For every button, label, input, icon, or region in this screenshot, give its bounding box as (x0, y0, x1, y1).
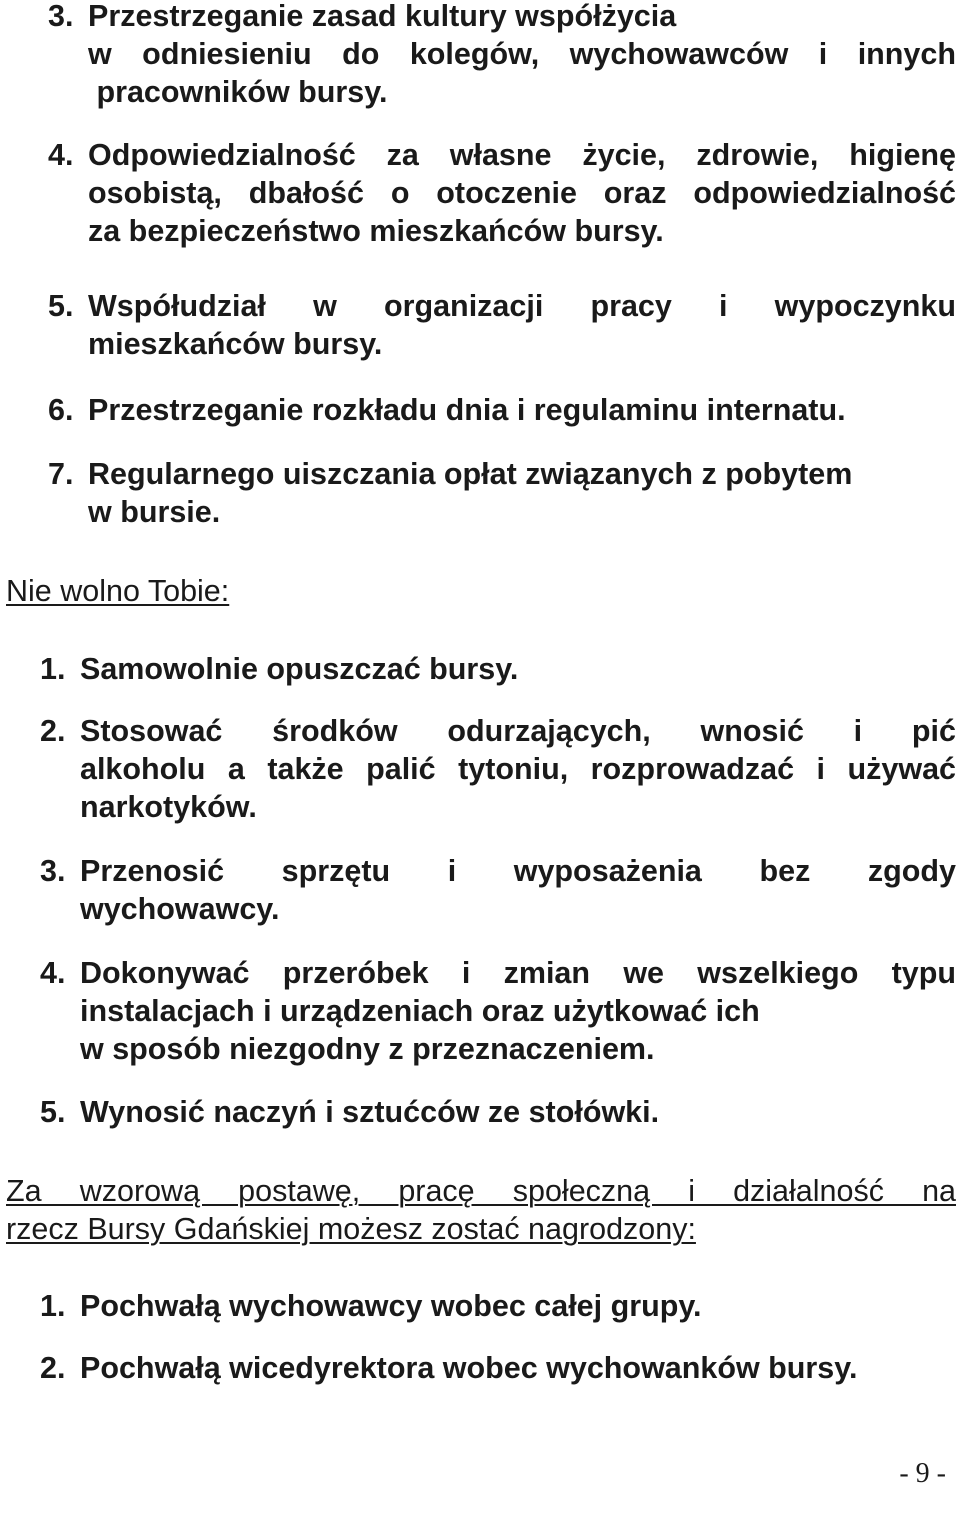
list-item-number: 3. (40, 854, 66, 888)
section-heading-forbidden (6, 572, 229, 610)
list-item-text: w bursie. (88, 495, 221, 529)
list-item-number: 4. (48, 138, 74, 172)
list-item-number: 6. (48, 393, 74, 427)
list-item (48, 391, 956, 429)
section-heading-text: rzecz Bursy Gdańskiej możesz zostać nagrodzony: (6, 1212, 696, 1246)
section-heading-text: Za wzorową postawę, pracę społeczną i działalność na (6, 1174, 956, 1208)
list-item-text: Dokonywać przeróbek i zmian we wszelkiego typu (80, 956, 956, 990)
list-item-text: pracowników bursy. (88, 75, 388, 109)
list-item-text: Przenosić sprzętu i wyposażenia bez zgody (80, 854, 956, 888)
list-item (40, 1093, 956, 1131)
list-item-text: osobistą, dbałość o otoczenie oraz odpowiedzialność (88, 176, 956, 210)
list-item-text: Przestrzeganie rozkładu dnia i regulaminu internatu. (88, 393, 846, 427)
list-item-text: za bezpieczeństwo mieszkańców bursy. (88, 214, 664, 248)
list-item (48, 0, 956, 111)
list-item-text: mieszkańców bursy. (88, 327, 383, 361)
list-item-text: alkoholu a także palić tytoniu, rozprowadzać i używać (80, 752, 956, 786)
list-item-number: 5. (48, 289, 74, 323)
section-heading-text: Nie wolno Tobie: (6, 574, 230, 608)
list-item-number: 1. (40, 1289, 66, 1323)
list-item (40, 650, 956, 688)
list-item-text: Przestrzeganie zasad kultury współżycia (88, 0, 677, 33)
list-item (40, 712, 956, 826)
list-item-text: w odniesieniu do kolegów, wychowawców i innych (88, 37, 956, 71)
list-item-text: Współudział w organizacji pracy i wypoczynku (88, 289, 956, 323)
list-item-number: 3. (48, 0, 74, 33)
list-item-text: Regularnego uiszczania opłat związanych z pobytem (88, 457, 853, 491)
list-item-number: 5. (40, 1095, 66, 1129)
list-item-text: wychowawcy. (80, 892, 280, 926)
list-item-text: Stosować środków odurzających, wnosić i pić (80, 714, 956, 748)
page-number: - 9 - (899, 1458, 946, 1489)
list-item-text: Samowolnie opuszczać bursy. (80, 652, 519, 686)
list-item-text: narkotyków. (80, 790, 257, 824)
list-item (40, 954, 956, 1068)
list-item-text: Pochwałą wychowawcy wobec całej grupy. (80, 1289, 702, 1323)
list-item-text: Pochwałą wicedyrektora wobec wychowanków bursy. (80, 1351, 858, 1385)
list-item (48, 287, 956, 363)
list-item-text: Wynosić naczyń i sztućców ze stołówki. (80, 1095, 660, 1129)
list-item (48, 455, 956, 531)
list-item (48, 136, 956, 250)
section-heading-rewards (6, 1172, 956, 1248)
list-item-number: 7. (48, 457, 74, 491)
list-item-text: instalacjach i urządzeniach oraz użytkować ich (80, 994, 760, 1028)
list-item (40, 852, 956, 928)
list-item (40, 1287, 956, 1325)
list-item-number: 2. (40, 1351, 66, 1385)
list-item-text: w sposób niezgodny z przeznaczeniem. (80, 1032, 655, 1066)
list-item-number: 2. (40, 714, 66, 748)
list-item (40, 1349, 956, 1387)
list-item-number: 1. (40, 652, 66, 686)
list-item-number: 4. (40, 956, 66, 990)
list-item-text: Odpowiedzialność za własne życie, zdrowie, higienę (88, 138, 956, 172)
